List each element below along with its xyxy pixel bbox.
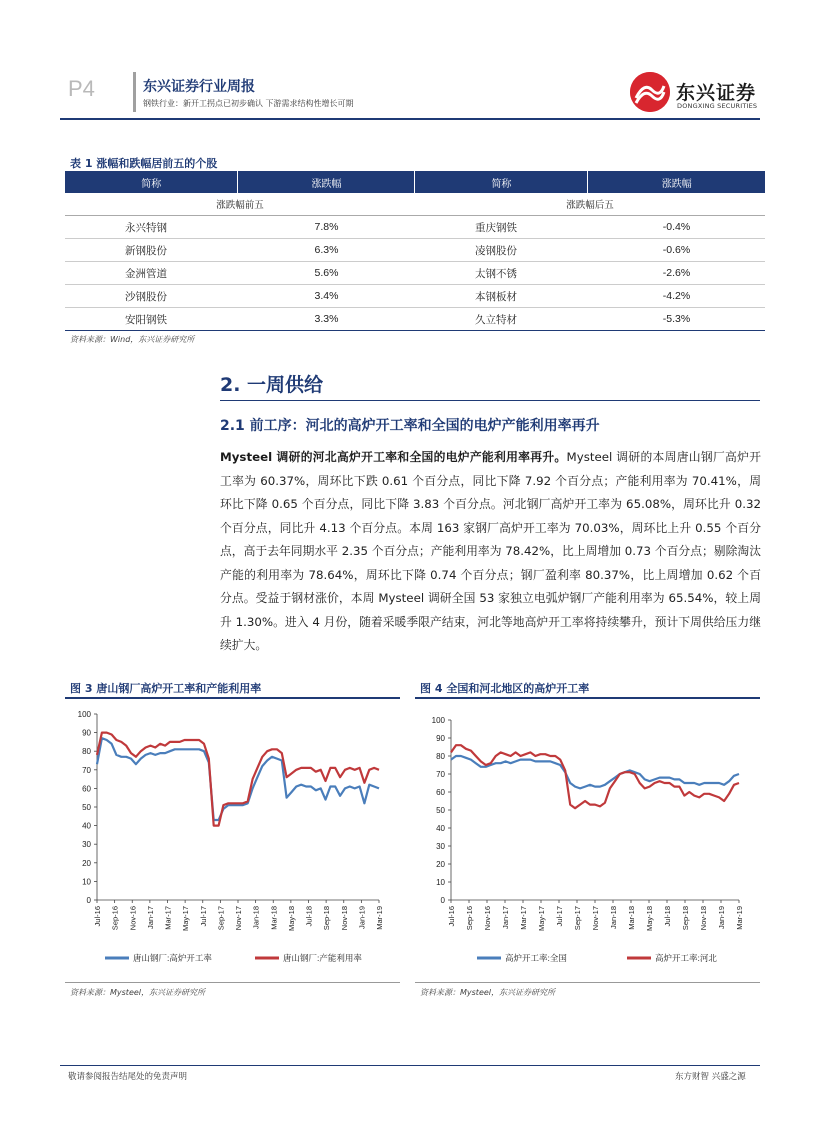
series-line-2 bbox=[97, 733, 379, 826]
y-tick-label: 60 bbox=[436, 788, 445, 797]
loser-value: -2.6% bbox=[588, 262, 765, 285]
y-tick-label: 40 bbox=[82, 821, 91, 831]
y-tick-label: 100 bbox=[77, 710, 91, 719]
figure4-rule bbox=[415, 697, 760, 699]
x-tick-label: Jul-16 bbox=[93, 906, 102, 927]
table-row bbox=[65, 262, 765, 285]
figure3-source: 资料来源：Mysteel，东兴证券研究所 bbox=[70, 988, 206, 997]
x-tick-label: Sep-17 bbox=[216, 906, 226, 931]
loser-name: 重庆钢铁 bbox=[415, 216, 588, 239]
table-row bbox=[65, 285, 765, 308]
body-text: Mysteel 调研的本周唐山钢厂高炉开工率为 60.37%，周环比下跌 0.61 个百分点，同比下降 7.92 个百分点；产能利用率为 70.41%，周环比下降 0.65 个百分点，同比下降 3.83 个百分点。河北钢厂高炉开工率为 65.08%，周环比升 0.32 个百分点，同比升 4.13 个百分点。本周 163 家钢厂高炉开工率为 70.03%，周环比上升 0.55 个百分点，高于去年同期水平 2.35 个百分点；产能利用率为 78.42%，比上周增加 0.73 个百分点；剔除淘汰产能的利用率为 78.64%，周环比下降 0.74 个百分点；钢厂盈利率 80.37%，比上周增加 0.62 个百分点。受益于钢材涨价，本周 Mysteel 调研全国 53 家独立电弧炉钢厂产能利用率为 65.54%，较上周升 1.30%。进入 4 月份，随着采暖季限产结束，河北等地高炉开工率将持续攀升，预计下周供给压力继续扩大。 bbox=[220, 450, 761, 652]
logo-name: 东兴证券 bbox=[676, 82, 757, 104]
figure3-bottom-rule bbox=[65, 982, 400, 983]
loser-name: 太钢不锈 bbox=[415, 262, 588, 285]
loser-name: 凌钢股份 bbox=[415, 239, 588, 262]
x-tick-label: Jan-17 bbox=[501, 906, 510, 929]
gainer-name: 金洲管道 bbox=[65, 262, 238, 285]
header-rule bbox=[60, 118, 760, 120]
section-rule bbox=[220, 400, 760, 401]
y-tick-label: 70 bbox=[436, 770, 445, 779]
y-tick-label: 30 bbox=[436, 842, 445, 851]
gainer-value: 3.3% bbox=[238, 308, 415, 331]
figure3-title: 图 3 唐山钢厂高炉开工率和产能利用率 bbox=[70, 682, 262, 695]
report-subtitle: 钢铁行业：新开工拐点已初步确认 下游需求结构性增长可期 bbox=[143, 99, 354, 108]
loser-value: -5.3% bbox=[588, 308, 765, 331]
x-tick-label: Nov-16 bbox=[128, 906, 138, 931]
x-tick-label: Jan-18 bbox=[251, 906, 261, 929]
section-heading: 2. 一周供给 bbox=[220, 374, 324, 396]
header-divider bbox=[133, 72, 136, 112]
table-row bbox=[65, 216, 765, 239]
x-tick-label: Nov-18 bbox=[339, 906, 349, 931]
col-header-change: 涨跌幅 bbox=[238, 171, 415, 193]
table-row bbox=[65, 239, 765, 262]
gainer-value: 3.4% bbox=[238, 285, 415, 308]
x-tick-label: Sep-18 bbox=[681, 906, 690, 931]
y-tick-label: 90 bbox=[436, 734, 445, 743]
gainer-name: 新钢股份 bbox=[65, 239, 238, 262]
legend-label: 唐山钢厂:高炉开工率 bbox=[133, 953, 212, 963]
x-tick-label: Jul-16 bbox=[447, 906, 456, 927]
x-tick-label: Mar-18 bbox=[269, 906, 279, 930]
x-tick-label: May-17 bbox=[537, 906, 546, 932]
x-tick-label: Jul-18 bbox=[663, 906, 672, 927]
x-tick-label: Sep-16 bbox=[110, 906, 120, 931]
x-tick-label: Sep-18 bbox=[322, 906, 332, 931]
y-tick-label: 10 bbox=[82, 877, 91, 887]
subsection-heading: 2.1 前工序：河北的高炉开工率和全国的电炉产能利用率再升 bbox=[220, 418, 600, 434]
figure4-source: 资料来源：Mysteel，东兴证券研究所 bbox=[420, 988, 556, 997]
x-tick-label: May-18 bbox=[645, 906, 654, 932]
body-paragraph bbox=[220, 446, 761, 658]
x-tick-label: May-18 bbox=[286, 906, 296, 932]
x-tick-label: Nov-17 bbox=[591, 906, 600, 931]
col-header-change: 涨跌幅 bbox=[588, 171, 765, 193]
y-tick-label: 50 bbox=[82, 803, 91, 812]
loser-value: -4.2% bbox=[588, 285, 765, 308]
lead-sentence: Mysteel 调研的河北高炉开工率和全国的电炉产能利用率再升。 bbox=[220, 450, 567, 464]
x-tick-label: Jan-17 bbox=[145, 906, 155, 929]
y-tick-label: 80 bbox=[436, 752, 445, 761]
x-tick-label: Jul-18 bbox=[304, 906, 314, 927]
x-tick-label: Sep-16 bbox=[465, 906, 474, 931]
page-number: P4 bbox=[68, 76, 95, 101]
x-tick-label: Mar-17 bbox=[163, 906, 173, 930]
x-tick-label: May-17 bbox=[181, 906, 191, 932]
y-tick-label: 60 bbox=[82, 784, 91, 794]
y-tick-label: 100 bbox=[431, 716, 445, 725]
x-tick-label: Nov-17 bbox=[234, 906, 243, 931]
table-source: 资料来源：Wind，东兴证券研究所 bbox=[70, 335, 195, 344]
y-tick-label: 0 bbox=[440, 896, 445, 905]
x-tick-label: Jan-19 bbox=[357, 906, 367, 929]
gainer-name: 沙钢股份 bbox=[65, 285, 238, 308]
footer-slogan: 东方财智 兴盛之源 bbox=[675, 1072, 746, 1082]
y-tick-label: 90 bbox=[82, 728, 91, 738]
series-line-1 bbox=[451, 756, 739, 788]
x-tick-label: Mar-17 bbox=[519, 906, 528, 930]
table-row bbox=[65, 308, 765, 331]
gainers-label: 涨跌幅前五 bbox=[65, 193, 415, 216]
gainer-name: 永兴特钢 bbox=[65, 216, 238, 239]
y-tick-label: 50 bbox=[436, 806, 445, 815]
figure3-rule bbox=[65, 697, 400, 699]
x-tick-label: Mar-19 bbox=[735, 906, 744, 930]
loser-value: -0.6% bbox=[588, 239, 765, 262]
top-movers-table bbox=[65, 171, 765, 331]
figure3-chart bbox=[65, 700, 400, 980]
x-tick-label: Jul-17 bbox=[555, 906, 564, 927]
loser-value: -0.4% bbox=[588, 216, 765, 239]
gainer-value: 6.3% bbox=[238, 239, 415, 262]
y-tick-label: 20 bbox=[436, 860, 445, 869]
legend-label: 高炉开工率:河北 bbox=[655, 953, 717, 963]
x-tick-label: Nov-16 bbox=[483, 906, 492, 931]
gainer-name: 安阳钢铁 bbox=[65, 308, 238, 331]
table-title: 表 1 涨幅和跌幅居前五的个股 bbox=[70, 157, 218, 170]
company-logo-icon bbox=[630, 72, 670, 112]
legend-label: 高炉开工率:全国 bbox=[505, 953, 567, 963]
gainer-value: 7.8% bbox=[238, 216, 415, 239]
col-header-name: 简称 bbox=[415, 171, 588, 193]
report-title: 东兴证券行业周报 bbox=[143, 79, 255, 95]
x-tick-label: Sep-17 bbox=[573, 906, 582, 931]
y-tick-label: 70 bbox=[82, 765, 91, 775]
x-tick-label: Jan-18 bbox=[609, 906, 618, 929]
loser-name: 久立特材 bbox=[415, 308, 588, 331]
gainer-value: 5.6% bbox=[238, 262, 415, 285]
y-tick-label: 0 bbox=[86, 896, 91, 905]
figure4-chart bbox=[415, 700, 760, 980]
footer-rule bbox=[60, 1065, 760, 1066]
series-line-2 bbox=[451, 745, 739, 808]
figure4-title: 图 4 全国和河北地区的高炉开工率 bbox=[420, 682, 590, 695]
x-tick-label: Mar-18 bbox=[627, 906, 636, 930]
y-tick-label: 30 bbox=[82, 840, 91, 850]
y-tick-label: 40 bbox=[436, 824, 445, 833]
figure4-bottom-rule bbox=[415, 982, 760, 983]
y-tick-label: 20 bbox=[82, 858, 91, 868]
footer-disclaimer: 敬请参阅报告结尾处的免责声明 bbox=[68, 1072, 188, 1082]
y-tick-label: 80 bbox=[82, 747, 91, 757]
logo-english: DONGXING SECURITIES bbox=[677, 102, 758, 110]
col-header-name: 简称 bbox=[65, 171, 238, 193]
x-tick-label: Nov-18 bbox=[699, 906, 708, 931]
x-tick-label: Jan-19 bbox=[717, 906, 726, 929]
y-tick-label: 10 bbox=[436, 878, 445, 887]
loser-name: 本钢板材 bbox=[415, 285, 588, 308]
x-tick-label: Mar-19 bbox=[375, 906, 384, 930]
losers-label: 涨跌幅后五 bbox=[415, 193, 765, 216]
x-tick-label: Jul-17 bbox=[198, 906, 208, 927]
legend-label: 唐山钢厂:产能利用率 bbox=[283, 953, 362, 963]
series-line-1 bbox=[97, 738, 379, 820]
